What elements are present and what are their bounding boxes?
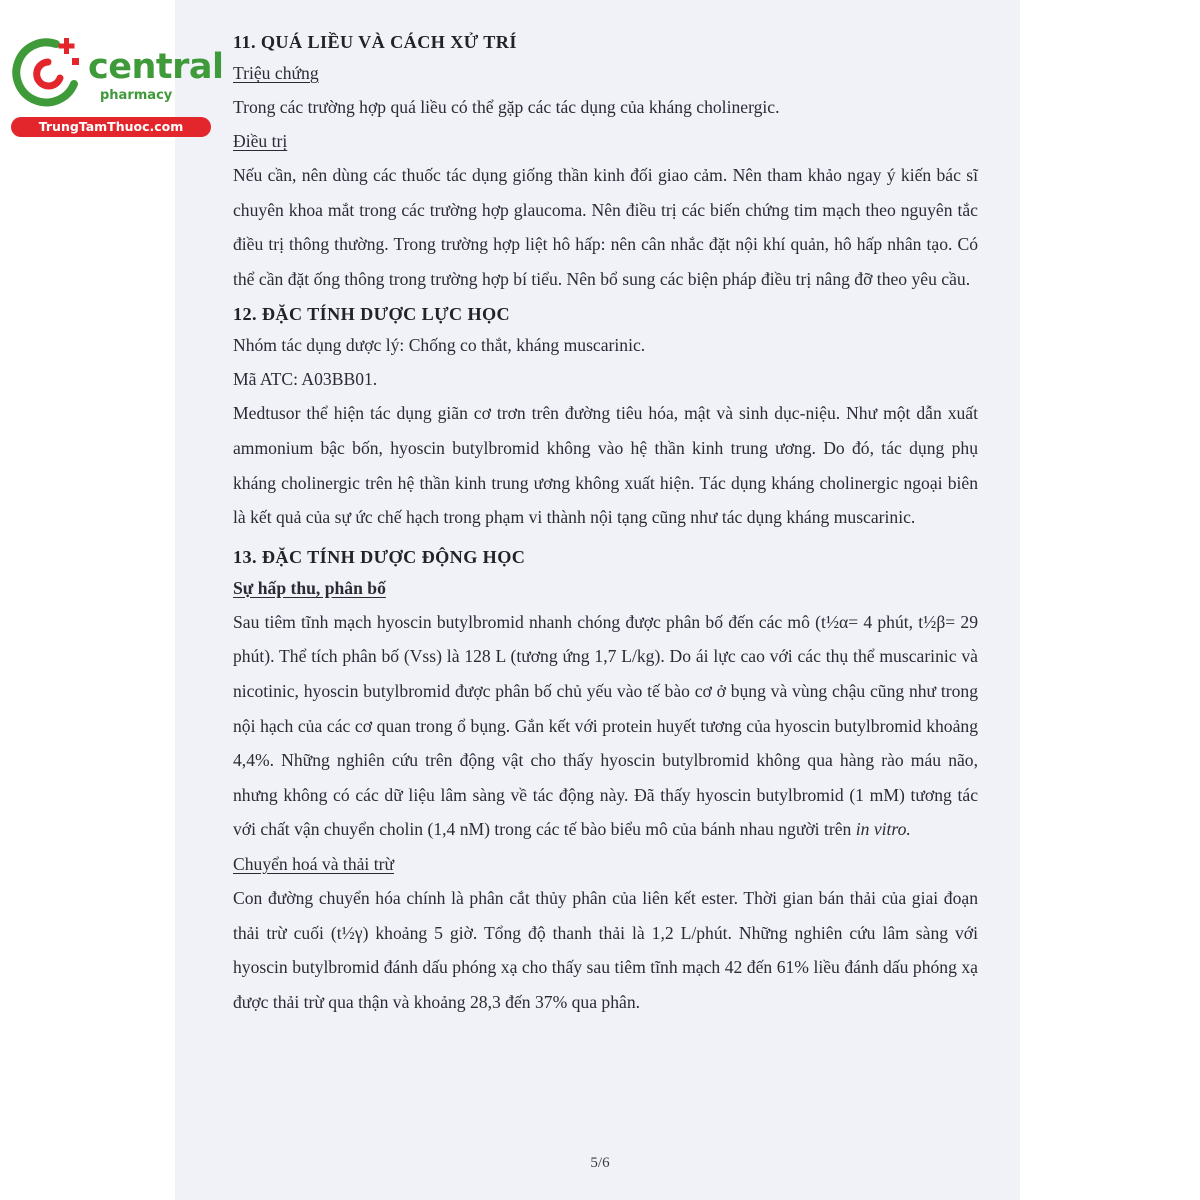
atc-code: Mã ATC: A03BB01.	[233, 369, 378, 390]
pharmacy-cross-icon	[8, 32, 88, 112]
logo-site-url[interactable]: TrungTamThuoc.com	[11, 117, 211, 137]
symptoms-text: Trong các trường hợp quá liều có thể gặp các tác dụng của kháng cholinergic.	[233, 97, 780, 117]
document-content	[233, 28, 978, 1019]
pharmacodynamics-text: Medtusor thể hiện tác dụng giãn cơ trơn trên đường tiêu hóa, mật và sinh dục-niệu. Như một dẫn xuất ammonium bậc bốn, hyoscin butylbromid không vào hệ thần kinh trung ương. Do đó, tác dụng phụ kháng cholinergic trên hệ thần kinh trung ương không xuất hiện. Tác dụng kháng cholinergic ngoại biên là kết quả của sự ức chế hạch trong phạm vi thành nội tạng cũng như tác dụng kháng muscarinic.	[233, 403, 978, 528]
logo-brand: central	[88, 47, 224, 87]
central-pharmacy-logo	[8, 32, 224, 140]
metabolism-heading: Chuyển hoá và thải trừ	[233, 853, 394, 874]
treatment-text: Nếu cần, nên dùng các thuốc tác dụng giống thần kinh đối giao cảm. Nên tham khảo ngay ý kiến bác sĩ chuyên khoa mắt trong các trường hợp glaucoma. Nên điều trị các biến chứng tim mạch theo nguyên tắc điều trị thông thường. Trong trường hợp liệt hô hấp: nên cân nhắc đặt nội khí quản, hô hấp nhân tạo. Có thể cần đặt ống thông trong trường hợp bí tiểu. Nên bổ sung các biện pháp điều trị nâng đỡ theo yêu cầu.	[233, 165, 978, 289]
symptoms-heading: Triệu chứng	[233, 63, 319, 83]
logo-sub: pharmacy	[100, 88, 173, 103]
section-11-title: 11. QUÁ LIỀU VÀ CÁCH XỬ TRÍ	[233, 32, 517, 52]
absorption-paragraph	[233, 605, 978, 847]
metabolism-text: Con đường chuyển hóa chính là phân cắt thủy phân của liên kết ester. Thời gian bán thải của giai đoạn thải trừ cuối (t½γ) khoảng 5 giờ. Tổng độ thanh thải là 1,2 L/phút. Những nghiên cứu lâm sàng với hyoscin butylbromid đánh dấu phóng xạ cho thấy sau tiêm tĩnh mạch 42 đến 61% liều đánh dấu phóng xạ được thải trừ qua thận và khoảng 28,3 đến 37% qua phân.	[233, 887, 978, 1012]
absorption-heading: Sự hấp thu, phân bố	[233, 577, 386, 598]
treatment-heading: Điều trị	[233, 131, 288, 151]
section-12-title: 12. ĐẶC TÍNH DƯỢC LỰC HỌC	[233, 304, 511, 325]
absorption-text: Sau tiêm tĩnh mạch hyoscin butylbromid nhanh chóng được phân bố đến các mô (t½α= 4 phút, t½β= 29 phút). Thể tích phân bố (Vss) là 128 L (tương ứng 1,7 L/kg). Do ái lực cao với các thụ thể muscarinic và nicotinic, hyoscin butylbromid được phân bố chủ yếu vào tế bào cơ ở bụng và vùng chậu cũng như trong nội hạch của các cơ quan trong ổ bụng. Gắn kết với protein huyết tương của hyoscin butylbromid khoảng 4,4%. Những nghiên cứu trên động vật cho thấy hyoscin butylbromid không qua hàng rào máu não, nhưng không có các dữ liệu lâm sàng về tác động này. Đã thấy hyoscin butylbromid (1 mM) tương tác với chất vận chuyển cholin (1,4 nM) trong các tế bào biểu mô của bánh nhau người trên	[233, 611, 978, 840]
page-number: 5/6	[590, 1155, 610, 1171]
pharmacology-group: Nhóm tác dụng dược lý: Chống co thắt, kháng muscarinic.	[233, 335, 646, 356]
section-13-title: 13. ĐẶC TÍNH DƯỢC ĐỘNG HỌC	[233, 546, 526, 567]
absorption-italic: in vitro.	[855, 819, 911, 840]
